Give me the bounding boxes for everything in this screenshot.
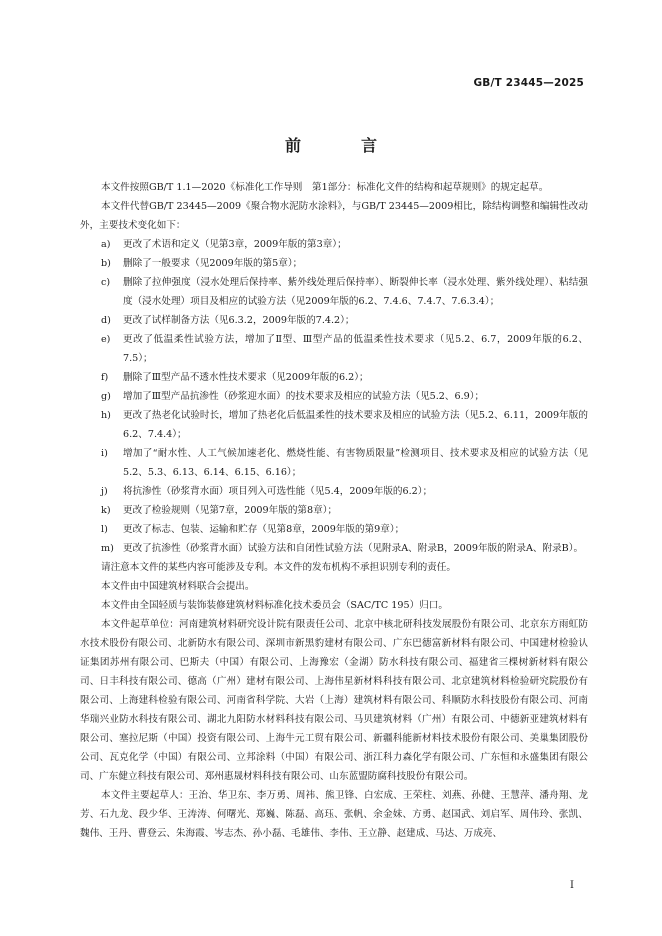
page-title: 前 言 <box>284 136 399 155</box>
list-marker: a) <box>101 239 111 250</box>
list-item-text: 删除了拉伸强度（浸水处理后保持率、紫外线处理后保持率）、断裂伸长率（浸水处理、紫外线处理）、粘结强度（浸水处理）项目及相应的试验方法（见2009年版的6.2、7.4.6、7.4.7、7.6.3.4）； <box>123 277 588 307</box>
page-number: I <box>570 880 574 891</box>
list-marker: h) <box>101 410 111 421</box>
list-marker: e) <box>101 334 111 345</box>
list-marker: f) <box>101 372 109 383</box>
list-marker: d) <box>101 315 111 326</box>
list-item <box>80 330 588 368</box>
paragraph: 本文件由全国轻质与装饰装修建筑材料标准化技术委员会（SAC/TC 195）归口。 <box>101 600 448 611</box>
paragraph: 本文件按照GB/T 1.1—2020《标准化工作导则 第1部分：标准化文件的结构和起草规则》的规定起草。 <box>101 182 549 193</box>
list-item <box>80 444 588 482</box>
list-item <box>80 273 588 311</box>
list-marker: c) <box>101 277 111 288</box>
list-marker: l) <box>101 524 108 535</box>
list-item <box>80 501 588 520</box>
list-marker: j) <box>101 486 108 497</box>
list-item-text: 更改了术语和定义（见第3章，2009年版的第3章）； <box>123 239 347 250</box>
paragraph: 本文件由中国建筑材料联合会提出。 <box>101 581 255 592</box>
list-item <box>80 406 588 444</box>
list-item <box>80 539 588 558</box>
list-marker: k) <box>101 505 111 516</box>
list-item-text: 更改了标志、包装、运输和贮存（见第8章，2009年版的第9章）； <box>123 524 405 535</box>
paragraph: 本文件代替GB/T 23445—2009《聚合物水泥防水涂料》，与GB/T 23445—2009相比，除结构调整和编辑性改动外，主要技术变化如下： <box>80 201 588 231</box>
list-marker: i) <box>101 448 108 459</box>
list-item <box>80 235 588 254</box>
paragraph: 请注意本文件的某些内容可能涉及专利。本文件的发布机构不承担识别专利的责任。 <box>101 562 456 573</box>
list-item-text: 更改了低温柔性试验方法，增加了Ⅱ型、Ⅲ型产品的低温柔性技术要求（见5.2、6.7，2009年版的6.2、7.5）； <box>123 334 588 364</box>
technical-changes-list <box>80 235 588 558</box>
paragraph: 本文件主要起草人：王治、华卫东、李万勇、周祎、熊卫锋、白宏成、王荣柱、刘燕、孙健、王慧萍、潘舟翔、龙芳、石九龙、段少华、王涛涛、何曙光、郑巍、陈磊、高珏、张帆、余金妹、方勇、赵国武、刘启军、周伟玲、张凯、魏伟、王丹、曹登云、朱海霞、岑志杰、孙小磊、毛雄伟、李伟、王立静、赵建成、马达、万成亮、 <box>80 790 588 839</box>
list-item-text: 更改了抗渗性（砂浆背水面）试验方法和自闭性试验方法（见附录A、附录B，2009年版的附录A、附录B）。 <box>123 543 584 554</box>
list-item <box>80 254 588 273</box>
intro-paragraphs <box>80 178 588 235</box>
list-marker: b) <box>101 258 111 269</box>
list-item-text: 删除了一般要求（见2009年版的第5章）； <box>123 258 303 269</box>
list-marker: m) <box>101 543 114 554</box>
list-item-text: 增加了“耐水性、人工气候加速老化、燃烧性能、有害物质限量”检测项目、技术要求及相应的试验方法（见5.2、5.3、6.13、6.14、6.15、6.16）； <box>123 448 588 478</box>
foreword-body <box>80 178 588 843</box>
list-item <box>80 387 588 406</box>
list-item-text: 更改了检验规则（见第7章，2009年版的第8章）； <box>123 505 338 516</box>
list-marker: g) <box>101 391 111 402</box>
list-item <box>80 311 588 330</box>
list-item <box>80 482 588 501</box>
list-item <box>80 368 588 387</box>
list-item-text: 删除了Ⅲ型产品不透水性技术要求（见2009年版的6.2）； <box>123 372 369 383</box>
list-item-text: 更改了试样制备方法（见6.3.2，2009年版的7.4.2）； <box>123 315 355 326</box>
list-item-text: 增加了Ⅲ型产品抗渗性（砂浆迎水面）的技术要求及相应的试验方法（见5.2、6.9）； <box>123 391 485 402</box>
standard-number: GB/T 23445—2025 <box>473 77 584 89</box>
paragraph: 本文件起草单位：河南建筑材料研究设计院有限责任公司、北京中核北研科技发展股份有限公司、北京东方雨虹防水技术股份有限公司、北新防水有限公司、深圳市新黑豹建材有限公司、广东巴德富新材料有限公司、中国建材检验认证集团苏州有限公司、巴斯夫（中国）有限公司、上海豫宏（金湖）防水科技有限公司、福建省三棵树新材料有限公司、日丰科技有限公司、德高（广州）建材有限公司、上海伟星新材料科技有限公司、北京建筑材料检验研究院股份有限公司、上海建科检验有限公司、河南省科学院、大岩（上海）建筑材料有限公司、科顺防水科技股份有限公司、河南华瑞兴业防水科技有限公司、湖北九阳防水材料科技有限公司、马贝建筑材料（广州）有限公司、中德新亚建筑材料有限公司、塞拉尼斯（中国）投资有限公司、上海牛元工贸有限公司、新疆科能新材料技术股份有限公司、美巢集团股份公司、瓦克化学（中国）有限公司、立邦涂料（中国）有限公司、浙江科力森化学有限公司、广东恒和永盛集团有限公司、广东健立科技有限公司、郑州惠晟材料科技有限公司、山东蓝盟防腐科技股份有限公司。 <box>80 619 588 782</box>
list-item-text: 更改了热老化试验时长，增加了热老化后低温柔性的技术要求及相应的试验方法（见5.2、6.11，2009年版的6.2、7.4.4）； <box>123 410 588 440</box>
list-item-text: 将抗渗性（砂浆背水面）项目列入可选性能（见5.4，2009年版的6.2）； <box>123 486 433 497</box>
closing-paragraphs <box>80 558 588 843</box>
list-item <box>80 520 588 539</box>
